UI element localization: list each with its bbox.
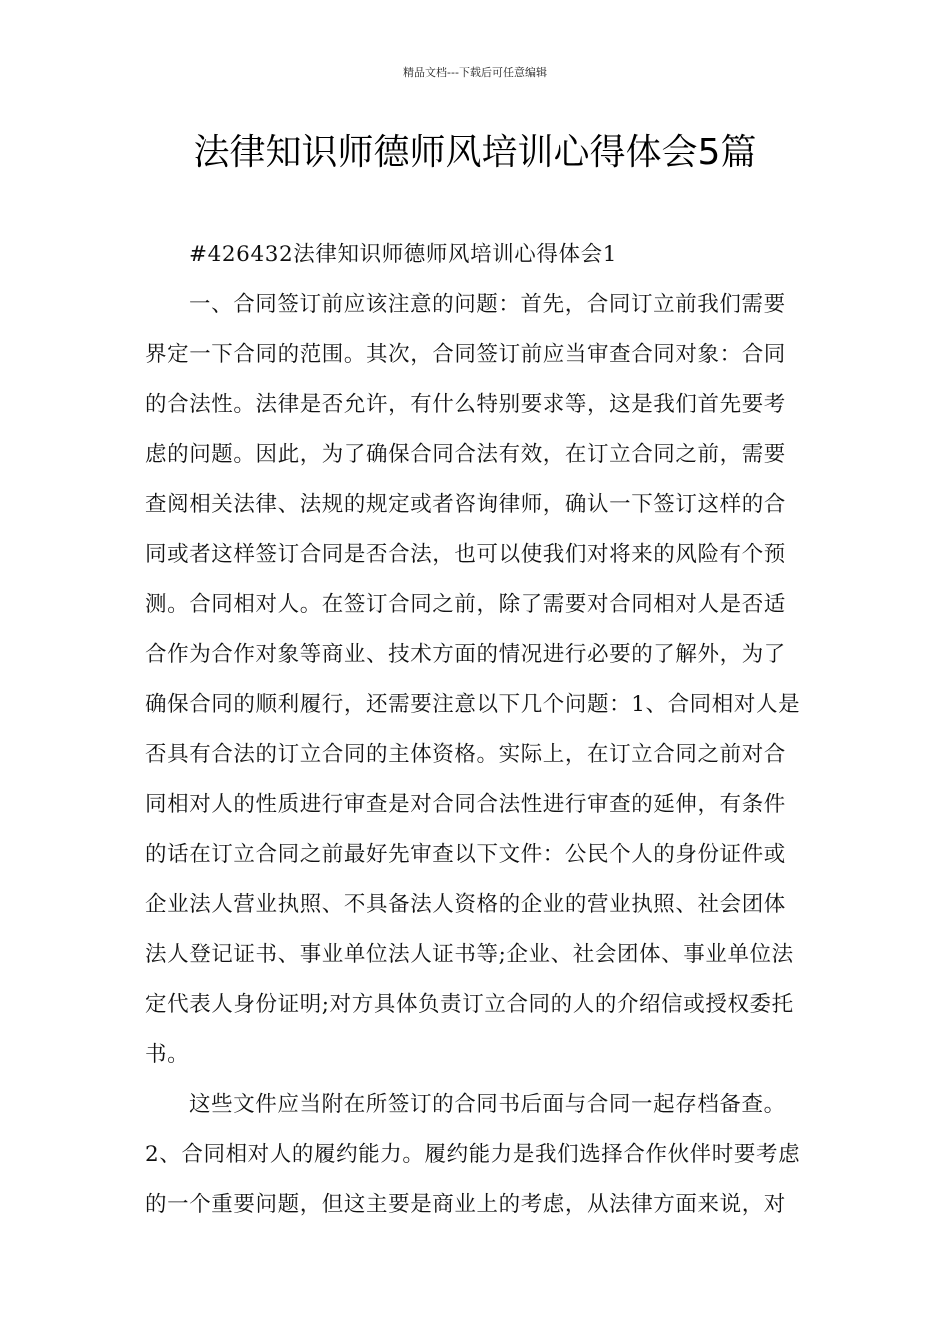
text-line: 这些文件应当附在所签订的合同书后面与合同一起存档备查。 <box>189 1092 786 1117</box>
text-line: 界定一下合同的范围。其次，合同签订前应当审查合同对象：合同 <box>145 342 786 367</box>
text-line: 法人登记证书、事业单位法人证书等;企业、社会团体、事业单位法 <box>145 942 794 967</box>
text-line: 的合法性。法律是否允许，有什么特别要求等，这是我们首先要考 <box>145 392 786 417</box>
text-line: 合作为合作对象等商业、技术方面的情况进行必要的了解外，为了 <box>145 642 786 667</box>
text-line: 否具有合法的订立合同的主体资格。实际上，在订立合同之前对合 <box>145 742 786 767</box>
header-note: 精品文档---下载后可任意编辑 <box>403 66 547 79</box>
document-body <box>145 230 810 1230</box>
text-line: 测。合同相对人。在签订合同之前，除了需要对合同相对人是否适 <box>145 592 786 617</box>
text-line: 虑的问题。因此，为了确保合同合法有效，在订立合同之前，需要 <box>145 442 786 467</box>
text-line: 确保合同的顺利履行，还需要注意以下几个问题：1、合同相对人是 <box>145 692 801 717</box>
text-line: 查阅相关法律、法规的规定或者咨询律师，确认一下签订这样的合 <box>145 492 786 517</box>
text-line: 企业法人营业执照、不具备法人资格的企业的营业执照、社会团体 <box>145 892 786 917</box>
text-line: 同相对人的性质进行审查是对合同合法性进行审查的延伸，有条件 <box>145 792 786 817</box>
text-line: 同或者这样签订合同是否合法，也可以使我们对将来的风险有个预 <box>145 542 786 567</box>
text-line: 2、合同相对人的履约能力。履约能力是我们选择合作伙伴时要考虑 <box>145 1142 801 1167</box>
text-line: 的一个重要问题，但这主要是商业上的考虑，从法律方面来说，对 <box>145 1192 786 1217</box>
text-line: 定代表人身份证明;对方具体负责订立合同的人的介绍信或授权委托 <box>145 992 794 1017</box>
text-line: 书。 <box>145 1042 190 1067</box>
page-title: 法律知识师德师风培训心得体会5篇 <box>193 132 757 173</box>
text-line: #426432法律知识师德师风培训心得体会1 <box>189 242 617 267</box>
text-line: 的话在订立合同之前最好先审查以下文件：公民个人的身份证件或 <box>145 842 786 867</box>
text-line: 一、合同签订前应该注意的问题：首先，合同订立前我们需要 <box>189 292 786 317</box>
